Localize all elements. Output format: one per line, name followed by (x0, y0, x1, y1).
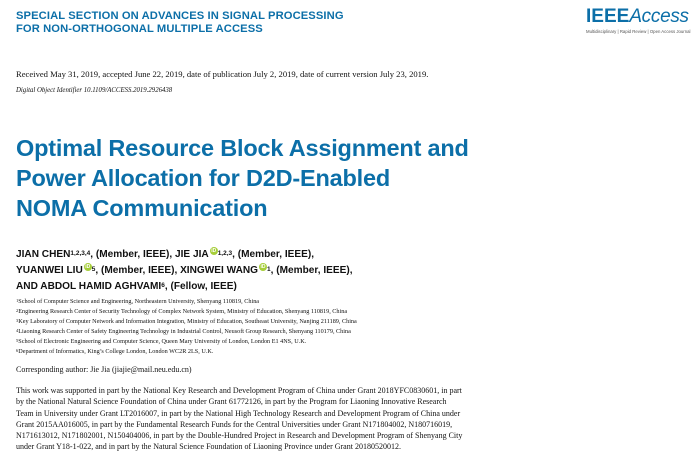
author-row (16, 263, 353, 279)
author-name: XINGWEI WANG (180, 265, 259, 276)
author-role: , (Member, IEEE), (90, 249, 173, 260)
author-role: , (Member, IEEE), (95, 265, 178, 276)
affiliation-text: Department of Informatics, King’s College London, London WC2R 2LS, U.K. (18, 348, 214, 355)
author-list (16, 247, 353, 295)
logo-tagline: Multidisciplinary | Rapid Review | Open Access Journal (586, 29, 691, 34)
author-name: JIE JIA (175, 249, 209, 260)
title-line: Optimal Resource Block Assignment and (16, 135, 469, 161)
author-affiliation-sup: 5 (91, 266, 96, 273)
affiliation-item (16, 327, 357, 337)
author-role: , (Fellow, IEEE) (164, 281, 237, 292)
orcid-icon[interactable]: iD (85, 264, 91, 270)
affiliation-number: 6 (16, 348, 19, 353)
author-role: , (Member, IEEE), (232, 249, 315, 260)
section-line-2: FOR NON-ORTHOGONAL MULTIPLE ACCESS (16, 23, 263, 35)
orcid-icon[interactable]: iD (260, 264, 266, 270)
title-line: Power Allocation for D2D-Enabled (16, 165, 390, 191)
ack-line: under Grant Y18-1-022, and in part by the Natural Science Foundation of Liaoning Province under Grant 20180520012. (16, 442, 401, 452)
author-name: AND ABDOL HAMID AGHVAMI (16, 281, 162, 292)
affiliation-text: School of Electronic Engineering and Computer Science, Queen Mary University of London, London E1 4NS, U.K. (18, 338, 307, 345)
special-section-heading (16, 10, 344, 36)
logo-bold-text: IEEE (586, 6, 630, 27)
ack-line: by the National Natural Science Foundation of China under Grant 61772126, in part by the Program for Liaoning Innovative Research (16, 397, 447, 407)
ack-line: Team in University under Grant LT2016007, in part by the National High Technology Research and Development Program of China under (16, 408, 461, 418)
logo-italic-text: Access (629, 6, 689, 27)
author-row (16, 279, 353, 295)
ieee-access-logo[interactable] (586, 6, 691, 34)
affiliation-text: Liaoning Research Center of Safety Engineering Technology in Industrial Control, Neusoft Group Research, Shenyang 110179, China (18, 328, 351, 335)
affiliation-number: 2 (16, 308, 19, 313)
affiliation-text: Key Laboratory of Computer Network and Information Integration, Ministry of Education, Southeast University, Nanjing 211189, China (18, 318, 357, 325)
affiliations (16, 297, 357, 357)
doi-line[interactable]: Digital Object Identifier 10.1109/ACCESS.2019.2926438 (16, 87, 173, 94)
affiliation-item (16, 307, 357, 317)
author-row (16, 247, 353, 263)
affiliation-item (16, 317, 357, 327)
affiliation-number: 1 (16, 298, 19, 303)
funding-acknowledgment (16, 385, 684, 453)
title-line: NOMA Communication (16, 195, 268, 221)
author-name: JIAN CHEN (16, 249, 71, 260)
ack-line: Grant 2015AA016005, in part by the Fundamental Research Funds for the Central Universities under Grant N171804002, N180716019, (16, 419, 453, 429)
author-affiliation-sup: 1,2,3,4 (70, 250, 91, 257)
paper-title (16, 133, 469, 223)
author-name: YUANWEI LIU (16, 265, 83, 276)
author-role: , (Member, IEEE), (270, 265, 353, 276)
ack-line: N171613012, N171802001, N150404006, in part by the Double-Hundred Project in Research and Development Program of Shenyang City (16, 431, 463, 441)
author-affiliation-sup: 1 (267, 266, 271, 273)
orcid-icon[interactable]: iD (211, 248, 217, 254)
affiliation-number: 4 (16, 328, 19, 333)
affiliation-text: Engineering Research Center of Security Technology of Complex Network System, Ministry of Education, Shenyang 110819, China (18, 308, 348, 315)
author-affiliation-sup: 1,2,3 (217, 250, 233, 257)
affiliation-item (16, 337, 357, 347)
corresponding-author: Corresponding author: Jie Jia (jiajie@mail.neu.edu.cn) (16, 365, 192, 374)
affiliation-item (16, 297, 357, 307)
affiliation-number: 5 (16, 338, 19, 343)
affiliation-item (16, 347, 357, 357)
publication-dates: Received May 31, 2019, accepted June 22, 2019, date of publication July 2, 2019, date of current version July 23, 2019. (16, 69, 429, 79)
affiliation-number: 3 (16, 318, 19, 323)
author-affiliation-sup: 6 (161, 282, 165, 289)
ack-line: This work was supported in part by the National Key Research and Development Program of China under Grant 2018YFC0830601, in part (16, 386, 462, 395)
affiliation-text: School of Computer Science and Engineering, Northeastern University, Shenyang 110819, China (18, 298, 260, 305)
section-line-1: SPECIAL SECTION ON ADVANCES IN SIGNAL PROCESSING (16, 10, 344, 22)
